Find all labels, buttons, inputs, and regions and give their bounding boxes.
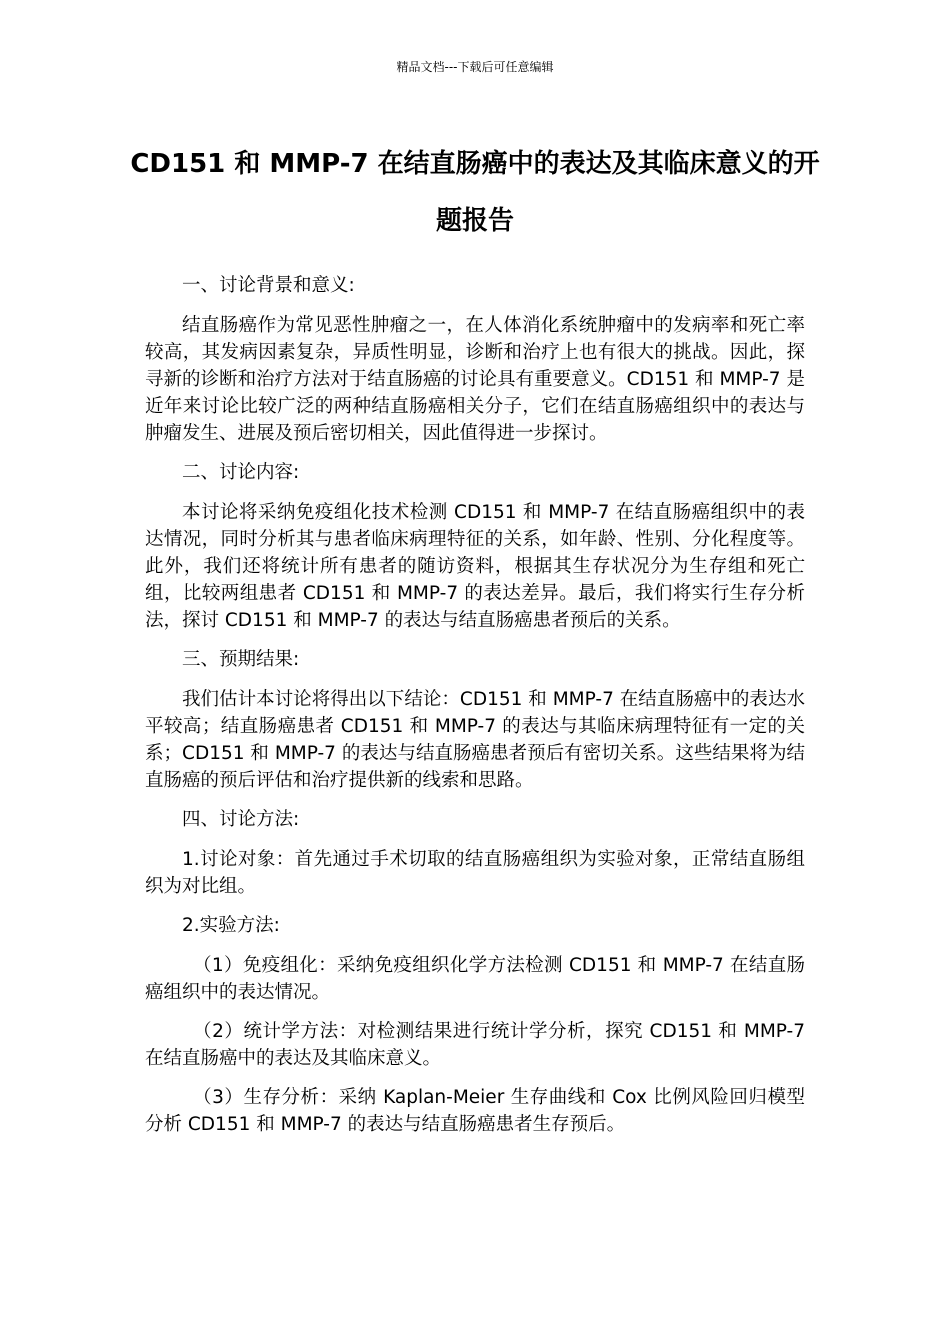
section-heading-content: 二、讨论内容: — [182, 462, 300, 483]
method-item-survival-analysis: （3）生存分析：采纳 Kaplan-Meier 生存曲线和 Cox 比例风险回归模型分析 CD151 和 MMP-7 的表达与结直肠癌患者生存预后。 — [145, 1087, 805, 1135]
section-heading-background: 一、讨论背景和意义: — [182, 275, 355, 296]
subheading-experimental-methods: 2.实验方法: — [182, 915, 280, 936]
section-heading-expected-results: 三、预期结果: — [182, 649, 300, 670]
method-item-statistics: （2）统计学方法：对检测结果进行统计学分析，探究 CD151 和 MMP-7 在结直肠癌中的表达及其临床意义。 — [145, 1021, 805, 1069]
paragraph-content: 本讨论将采纳免疫组化技术检测 CD151 和 MMP-7 在结直肠癌组织中的表达情况，同时分析其与患者临床病理特征的关系，如年龄、性别、分化程度等。此外，我们还将统计所有患者的随访资料，根据其生存状况分为生存组和死亡组，比较两组患者 CD151 和 MMP-7 的表达差异。最后，我们将实行生存分析法，探讨 CD151 和 MMP-7 的表达与结直肠癌患者预后的关系。 — [145, 502, 805, 631]
paragraph-expected-results: 我们估计本讨论将得出以下结论：CD151 和 MMP-7 在结直肠癌中的表达水平较高；结直肠癌患者 CD151 和 MMP-7 的表达与其临床病理特征有一定的关系；CD151 和 MMP-7 的表达与结直肠癌患者预后有密切关系。这些结果将为结直肠癌的预后评估和治疗提供新的线索和思路。 — [145, 689, 805, 791]
header-note: 精品文档---下载后可任意编辑 — [396, 60, 554, 74]
paragraph-background: 结直肠癌作为常见恶性肿瘤之一，在人体消化系统肿瘤中的发病率和死亡率较高，其发病因素复杂，异质性明显，诊断和治疗上也有很大的挑战。因此，探寻新的诊断和治疗方法对于结直肠癌的讨论具有重要意义。CD151 和 MMP-7 是近年来讨论比较广泛的两种结直肠癌相关分子，它们在结直肠癌组织中的表达与肿瘤发生、进展及预后密切相关，因此值得进一步探讨。 — [145, 315, 805, 444]
paragraph-research-subjects: 1.讨论对象：首先通过手术切取的结直肠癌组织为实验对象，正常结直肠组织为对比组。 — [145, 849, 805, 897]
document-body — [145, 272, 805, 1150]
document-title: CD151 和 MMP-7 在结直肠癌中的表达及其临床意义的开题报告 — [130, 149, 820, 236]
section-heading-methods: 四、讨论方法: — [182, 809, 300, 830]
method-item-immunohistochemistry: （1）免疫组化：采纳免疫组织化学方法检测 CD151 和 MMP-7 在结直肠癌组织中的表达情况。 — [145, 955, 805, 1003]
